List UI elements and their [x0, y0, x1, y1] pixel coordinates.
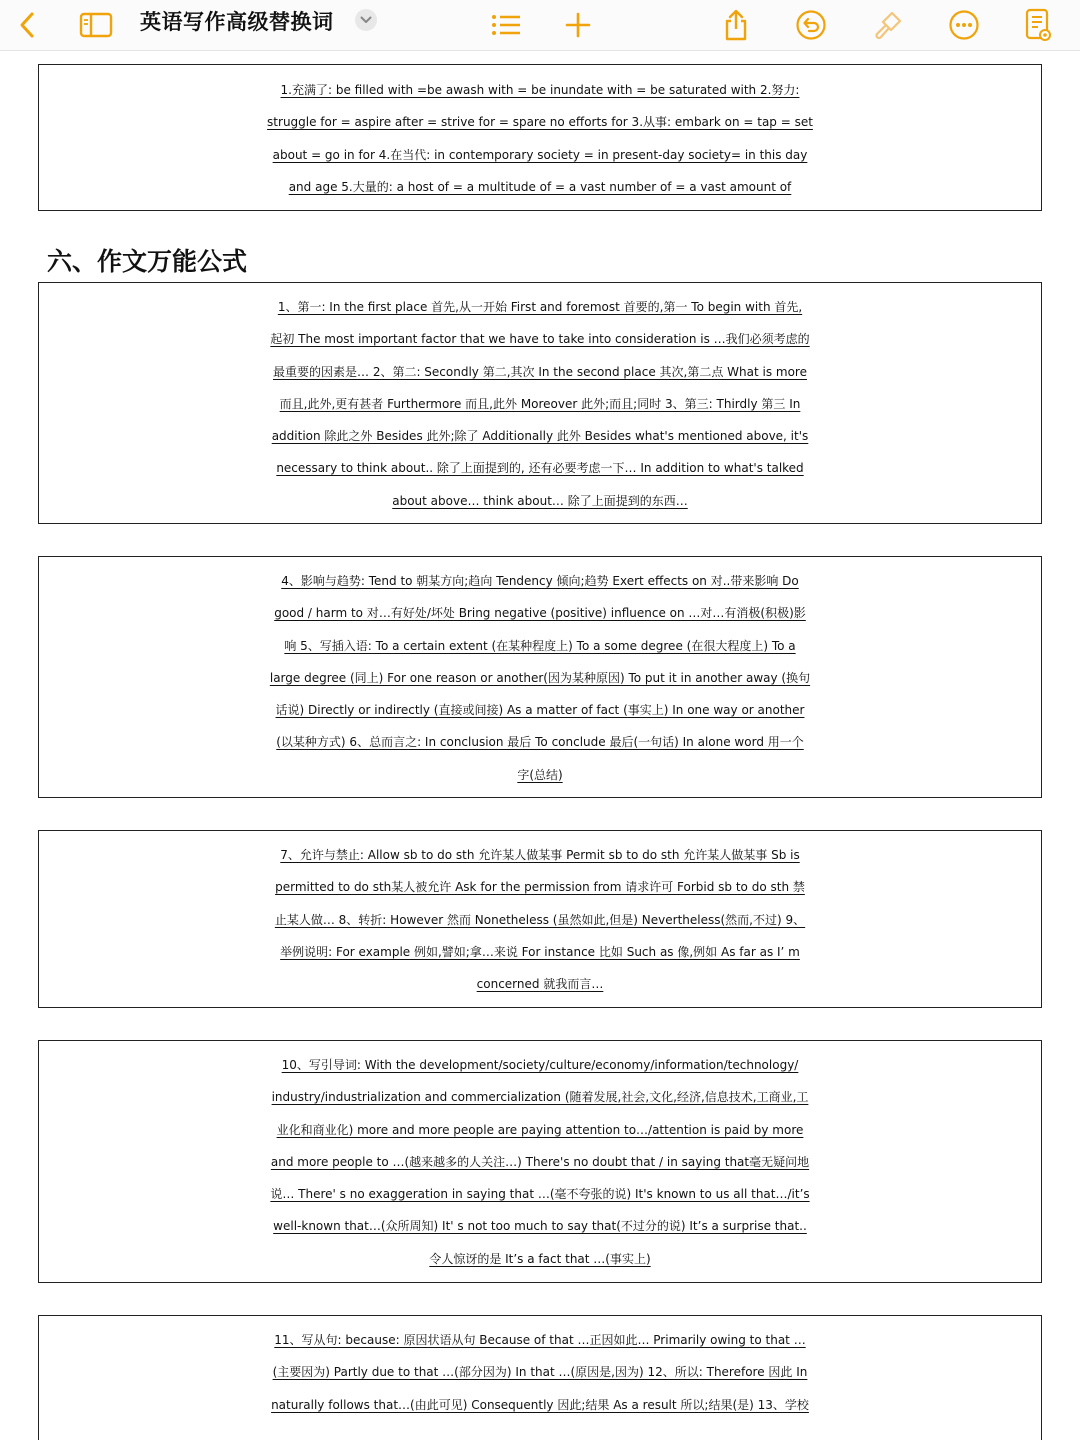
- text-line: 止某人做… 8、转折: However 然而 Nonetheless (虽然如此,但是) Nevertheless(然而,不过) 9、: [274, 912, 806, 927]
- text-line: and age 5.大量的: a host of = a multitude of = a vast number of = a vast amount of: [288, 179, 792, 194]
- text-box: [38, 556, 1042, 798]
- document-icon[interactable]: [1022, 0, 1054, 50]
- text-line: and more people to …(越来越多的人关注…) There's no doubt that / in saying that毫无疑问地: [270, 1154, 810, 1169]
- text-line: necessary to think about.. 除了上面提到的, 还有必要考虑一下… In addition to what's talked: [276, 461, 804, 476]
- text-line: 令人惊讶的是 It’s a fact that …(事实上): [429, 1251, 651, 1266]
- text-line: 最重要的因素是… 2、第二: Secondly 第二,其次 In the second place 其次,第二点 What is more: [273, 364, 807, 379]
- text-line: 4、影响与趋势: Tend to 朝某方向;趋向 Tendency 倾向;趋势 Exert effects on 对..带来影响 Do: [281, 574, 799, 588]
- text-line: 响 5、写插入语: To a certain extent (在某种程度上) To a some degree (在很大程度上) To a: [284, 638, 796, 653]
- list-icon[interactable]: [488, 0, 524, 50]
- text-line: well-known that…(众所周知) It' s not too much to say that(不过分的说) It’s a surprise that..: [273, 1219, 807, 1234]
- text-line: industry/industrialization and commercialization (随着发展,社会,文化,经济,信息技术,工商业,工: [271, 1090, 809, 1105]
- text-line: 1.充满了: be filled with =be awash with = be inundate with = be saturated with 2.努力:: [280, 83, 800, 97]
- text-line: permitted to do sth某人被允许 Ask for the permission from 请求许可 Forbid sb to do sth 禁: [275, 880, 805, 895]
- text-line: 1、第一: In the first place 首先,从一开始 First and foremost 首要的,第一 To begin with 首先,: [277, 300, 803, 314]
- text-line: large degree (同上) For one reason or another(因为某种原因) To put it in another away (换句: [269, 670, 811, 685]
- text-line: 业化和商业化) more and more people are paying attention to…/attention is paid by more: [276, 1122, 804, 1137]
- text-line: 举例说明: For example 例如,譬如;拿…来说 For instance 比如 Such as 像,例如 As far as I’ m: [280, 944, 800, 959]
- back-chevron-icon[interactable]: [12, 0, 42, 50]
- text-line: about = go in for 4.在当代: in contemporary society = in present-day society= in this day: [272, 147, 808, 162]
- title-dropdown-chevron-icon[interactable]: [355, 9, 377, 31]
- text-line: addition 除此之外 Besides 此外;除了 Additionally 此外 Besides what's mentioned above, it's: [271, 429, 809, 444]
- text-line: 字(总结): [517, 767, 563, 782]
- plus-icon[interactable]: [562, 0, 594, 50]
- format-brush-icon[interactable]: [870, 0, 906, 50]
- text-box: [38, 830, 1042, 1008]
- toolbar: [0, 0, 1080, 51]
- text-line: 11、写从句: because: 原因状语从句 Because of that …正因如此… Primarily owing to that …: [274, 1333, 806, 1347]
- text-box: [38, 282, 1042, 524]
- text-line: 起初 The most important factor that we have to take into consideration is …我们必须考虑的: [270, 332, 810, 347]
- text-line: good / harm to 对…有好处/坏处 Bring negative (positive) influence on …对…有消极(积极)影: [274, 606, 806, 621]
- text-line: 说… There' s no exaggeration in saying that …(毫不夸张的说) It's known to us all that…/it’s: [270, 1187, 810, 1202]
- text-box: [38, 1315, 1042, 1440]
- text-box: [38, 64, 1042, 211]
- document-title[interactable]: 英语写作高级替换词: [140, 10, 334, 34]
- text-line: 话说) Directly or indirectly (直接或间接) As a matter of fact (事实上) In one way or another: [275, 703, 805, 718]
- undo-icon[interactable]: [794, 0, 828, 50]
- more-icon[interactable]: [946, 0, 982, 50]
- text-line: (主要因为) Partly due to that …(部分因为) In that …(原因是,因为) 12、所以: Therefore 因此 In: [272, 1365, 808, 1380]
- text-line: concerned 就我而言…: [476, 977, 604, 992]
- sidebar-icon[interactable]: [78, 0, 114, 50]
- text-line: naturally follows that…(由此可见) Consequently 因此;结果 As a result 所以;结果(是) 13、学校: [271, 1397, 809, 1412]
- share-icon[interactable]: [720, 0, 752, 50]
- section-heading: 六、作文万能公式: [47, 247, 248, 276]
- text-line: 10、写引导词: With the development/society/culture/economy/information/technology/: [281, 1058, 799, 1072]
- text-line: (以某种方式) 6、总而言之: In conclusion 最后 To conclude 最后(一句话) In alone word 用一个: [276, 735, 804, 750]
- text-line: 而且,此外,更有甚者 Furthermore 而且,此外 Moreover 此外;而且;同时 3、第三: Thirdly 第三 In: [279, 396, 801, 411]
- text-line: struggle for = aspire after = strive for = spare no efforts for 3.从事: embark on = tap = set: [267, 115, 813, 130]
- text-line: 7、允许与禁止: Allow sb to do sth 允许某人做某事 Permit sb to do sth 允许某人做某事 Sb is: [280, 848, 800, 862]
- text-box: [38, 1040, 1042, 1283]
- text-line: about above… think about… 除了上面提到的东西…: [392, 493, 688, 508]
